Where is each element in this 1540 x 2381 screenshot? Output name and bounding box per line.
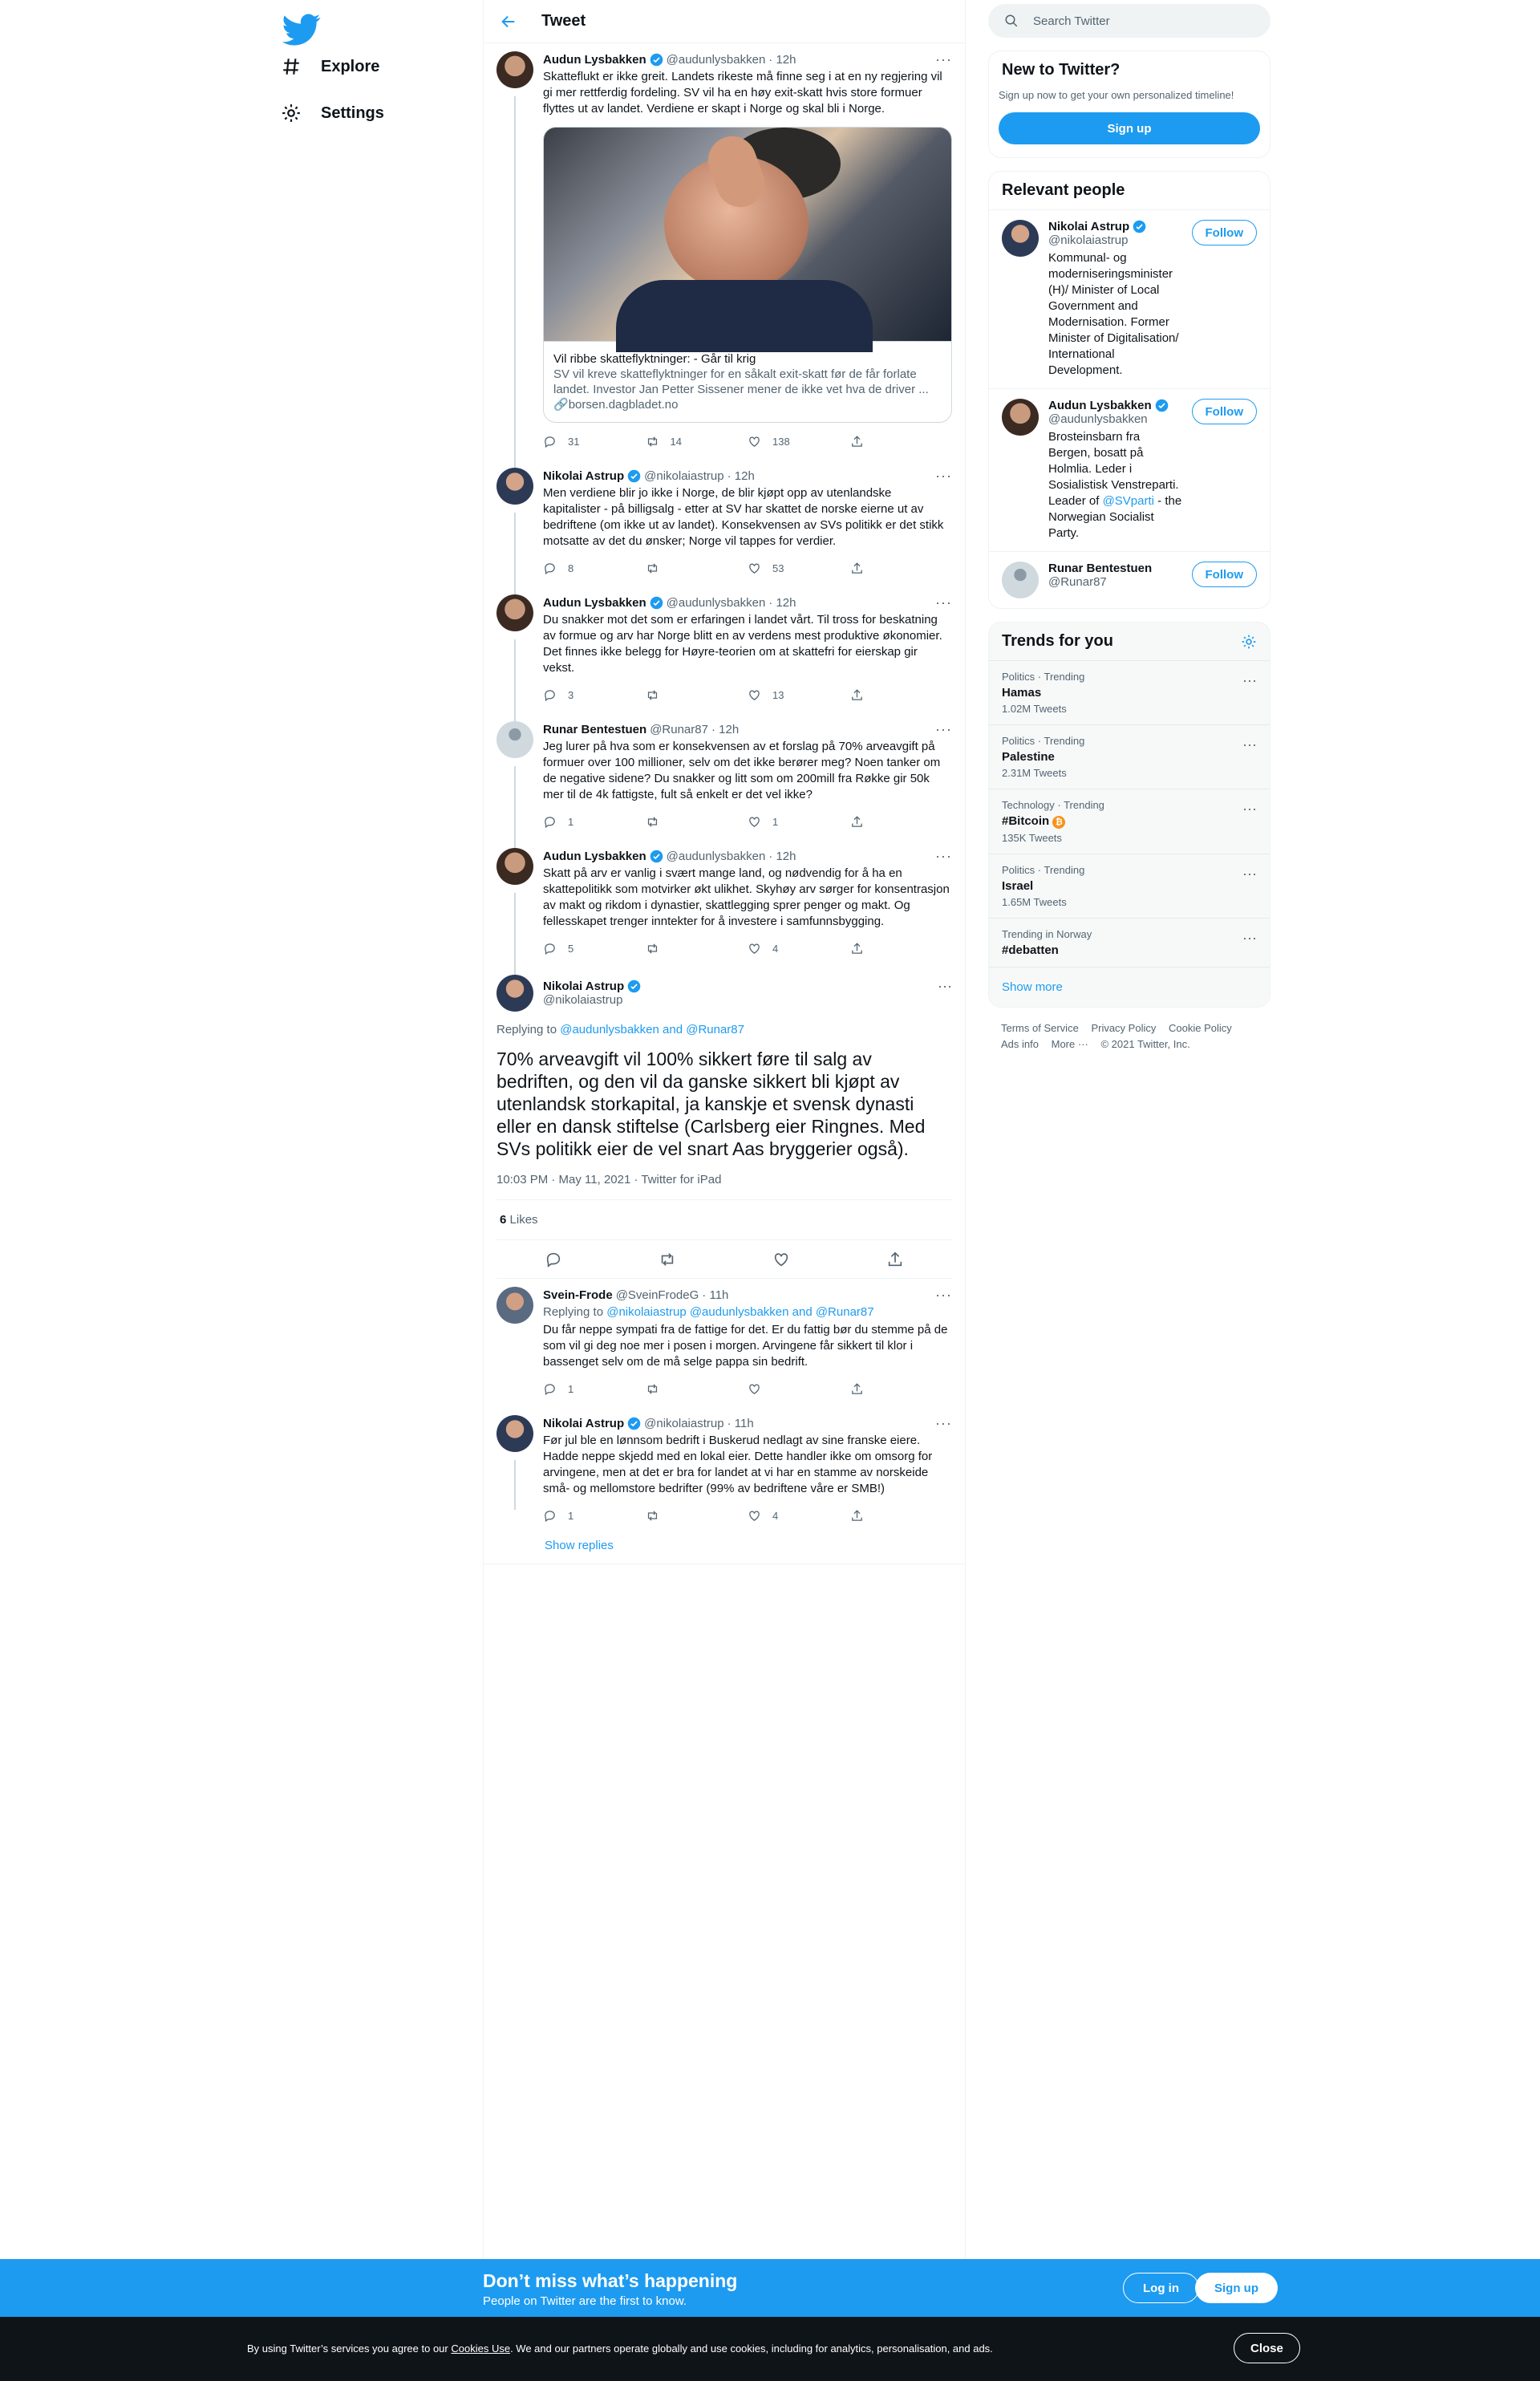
reply-button[interactable]	[543, 1509, 646, 1523]
card-title: Vil ribbe skatteflyktninger: - Går til krig	[553, 352, 756, 366]
share-icon	[850, 942, 864, 955]
like-count: 1	[772, 815, 779, 828]
tweet-time[interactable]: · 12h	[711, 722, 740, 736]
reply-icon	[543, 1509, 557, 1523]
banner-signup-button[interactable]: Sign up	[1195, 2273, 1278, 2303]
trend-count: 1.65M Tweets	[1002, 896, 1067, 908]
retweet-icon[interactable]	[659, 1251, 676, 1268]
trends-box	[988, 622, 1270, 1008]
tweet-author-handle[interactable]: @audunlysbakken	[666, 595, 766, 610]
card-image	[544, 128, 951, 341]
reply-button[interactable]	[543, 942, 646, 955]
tweet-author-name[interactable]: Nikolai Astrup	[543, 468, 625, 483]
share-icon	[850, 815, 864, 829]
person-name[interactable]: Nikolai Astrup	[1048, 220, 1130, 233]
retweet-icon	[646, 1509, 659, 1523]
login-button[interactable]: Log in	[1123, 2273, 1199, 2303]
verified-badge-icon	[650, 53, 663, 67]
replying-to-prefix: Replying to	[496, 1023, 557, 1036]
person-bio: Kommunal- og moderniseringsminister (H)/ Minister of Local Government and Modernisation. Former Minister of Digitalisation/ International Development.	[1048, 251, 1179, 377]
tweet-author-handle[interactable]: @nikolaiastrup	[644, 1416, 724, 1430]
back-arrow-icon[interactable]	[500, 13, 517, 30]
signup-description: Sign up now to get your own personalized timeline!	[999, 89, 1234, 101]
verified-badge-icon	[650, 596, 663, 610]
tweet[interactable]	[484, 460, 965, 586]
show-more-link[interactable]: Show more	[989, 967, 1270, 1007]
share-button[interactable]	[850, 435, 953, 448]
focused-author-name[interactable]: Nikolai Astrup	[543, 980, 625, 993]
avatar[interactable]	[496, 975, 533, 1012]
cookie-text-b: . We and our partners operate globally and use cookies, including for analytics, personalisation, and ads.	[510, 2342, 993, 2355]
privacy-link[interactable]: Privacy Policy	[1091, 1022, 1157, 1034]
nav-settings-label: Settings	[321, 103, 384, 122]
share-button[interactable]	[850, 688, 953, 702]
reply-icon	[543, 688, 557, 702]
retweet-button[interactable]	[646, 815, 748, 829]
reply-count: 5	[568, 942, 574, 955]
retweet-icon	[646, 688, 659, 702]
reply-icon[interactable]	[545, 1251, 562, 1268]
heart-icon	[748, 1382, 761, 1396]
retweet-button[interactable]	[646, 435, 748, 448]
bio-text: - the Norwegian Socialist Party.	[1048, 494, 1182, 540]
person-card[interactable]	[989, 388, 1270, 551]
default-avatar[interactable]	[1002, 562, 1039, 598]
verified-badge-icon	[627, 980, 641, 993]
retweet-icon	[646, 942, 659, 955]
person-name[interactable]: Runar Bentestuen	[1048, 562, 1153, 575]
signup-title: New to Twitter?	[1002, 61, 1121, 79]
trend-item[interactable]	[989, 724, 1270, 789]
verified-badge-icon	[627, 469, 641, 483]
like-button[interactable]	[748, 435, 850, 448]
tweet-text: Du snakker mot det som er erfaringen i landet vårt. Til tross for beskatning av formue og arv har Norge blitt en av verdens mest produktive økonomier. Det finnes ikke belegg for Høyre-teorien om at skattefri for eierskap gir vekst.	[543, 613, 942, 675]
search-icon	[1004, 14, 1019, 28]
likes-count: 6	[500, 1213, 507, 1227]
reply-count: 1	[568, 815, 574, 828]
follow-button[interactable]: Follow	[1192, 220, 1258, 245]
trend-item[interactable]	[989, 789, 1270, 854]
retweet-button[interactable]	[646, 1509, 748, 1523]
thread-line	[514, 893, 516, 975]
close-button[interactable]: Close	[1234, 2333, 1300, 2363]
more-options-icon[interactable]: ···	[1242, 801, 1257, 817]
more-options-icon[interactable]: ···	[938, 978, 952, 994]
twitter-logo-icon[interactable]	[281, 8, 321, 48]
trend-name: #debatten	[1002, 943, 1059, 957]
reply-icon	[543, 942, 557, 955]
more-options-icon[interactable]: ···	[935, 1414, 952, 1431]
tweet-text: Men verdiene blir jo ikke i Norge, de blir kjøpt opp av utenlandske kapitalister - på billigsalg - etter at SV har skattet de norske eierne ut av bedriftene (om ikke ut av landet). Konsekvensen av SVs politikk er det stikk motsatte av det du ønsker; Norge vil tappes for verdier.	[543, 486, 944, 548]
tweet-author-handle[interactable]: @audunlysbakken	[666, 52, 766, 67]
tweet[interactable]	[484, 586, 965, 713]
person-handle[interactable]: @Runar87	[1048, 575, 1107, 589]
person-handle[interactable]: @nikolaiastrup	[1048, 233, 1129, 247]
retweet-button[interactable]	[646, 942, 748, 955]
thread-line	[514, 639, 516, 721]
more-options-icon[interactable]: ···	[935, 594, 952, 610]
trend-item[interactable]	[989, 918, 1270, 967]
bio-text: Brosteinsbarn fra Bergen, bosatt på Holmlia. Leder i Sosialistisk Venstreparti. Leader of	[1048, 430, 1179, 508]
banner-title: Don’t miss what’s happening	[483, 2270, 738, 2291]
tweet-text: Jeg lurer på hva som er konsekvensen av et forslag på 70% arveavgift på formuer over 100 millioner, selv om det ikke berører meg? Noen tanker om de negative sidene? Du snakker og litt som om 200mill fra Røkke gir 50k mer til de 4k fattigste, fult så enkelt er det vel ikke?	[543, 740, 941, 801]
thread-line	[514, 96, 516, 468]
verified-badge-icon	[650, 850, 663, 863]
tweet-text: Du får neppe sympati fra de fattige for det. Er du fattig bør du stemme på de som vil gi deg noe mer i posen i morgen. Arvingene får sikkert til klor i bassenget selv om de må selge pappa sin bedrift.	[543, 1323, 948, 1369]
cookie-policy-link[interactable]: Cookie Policy	[1168, 1022, 1232, 1034]
tweet-author-handle[interactable]: @nikolaiastrup	[644, 468, 724, 483]
tweet-author-name[interactable]: Svein-Frode	[543, 1288, 613, 1302]
reply-button[interactable]	[543, 435, 646, 448]
reply-icon	[543, 562, 557, 575]
replying-to-users[interactable]: @audunlysbakken and @Runar87	[560, 1023, 744, 1036]
reply-count: 1	[568, 1382, 574, 1395]
trend-name: Palestine	[1002, 750, 1055, 764]
like-button[interactable]	[748, 562, 850, 575]
tweet-time[interactable]: · 11h	[702, 1288, 729, 1302]
more-options-icon[interactable]: ···	[935, 51, 952, 67]
replying-to	[496, 1023, 952, 1036]
retweet-button[interactable]	[646, 688, 748, 702]
tweet-time[interactable]: · 12h	[768, 849, 796, 863]
verified-badge-icon	[1155, 399, 1169, 412]
like-count: 4	[772, 942, 779, 955]
reply-icon	[543, 435, 557, 448]
tweet[interactable]	[484, 840, 965, 967]
heart-icon[interactable]	[772, 1251, 790, 1268]
reply-button[interactable]	[543, 815, 646, 829]
more-options-icon[interactable]: ···	[1242, 930, 1257, 946]
retweet-icon	[646, 1382, 659, 1396]
tweet-time[interactable]: · 11h	[727, 1416, 754, 1430]
tweet-author-handle[interactable]: @audunlysbakken	[666, 849, 766, 863]
verified-badge-icon	[627, 1417, 641, 1430]
more-options-icon[interactable]: ···	[935, 720, 952, 737]
retweet-icon	[646, 435, 659, 448]
tweet-author-name[interactable]: Audun Lysbakken	[543, 849, 646, 863]
tweet-author-handle[interactable]: @SveinFrodeG	[615, 1288, 699, 1302]
terms-link[interactable]: Terms of Service	[1001, 1022, 1079, 1034]
like-count: 53	[772, 562, 784, 574]
share-icon	[850, 688, 864, 702]
gear-icon	[281, 103, 302, 124]
more-options-icon[interactable]: ···	[935, 467, 952, 484]
trend-context: Trending in Norway	[1002, 928, 1092, 940]
banner-subtitle: People on Twitter are the first to know.	[483, 2294, 687, 2308]
likes-label: Likes	[509, 1213, 538, 1227]
avatar[interactable]	[496, 594, 533, 631]
avatar[interactable]	[1002, 399, 1039, 436]
heart-icon	[748, 1509, 761, 1523]
signup-box	[988, 51, 1270, 158]
heart-icon	[748, 688, 761, 702]
thread-line	[514, 513, 516, 594]
verified-badge-icon	[1133, 220, 1146, 233]
copyright: © 2021 Twitter, Inc.	[1100, 1038, 1190, 1050]
trend-item[interactable]	[989, 854, 1270, 918]
tweet-author-name[interactable]: Audun Lysbakken	[543, 52, 646, 67]
more-options-icon[interactable]: ···	[935, 1286, 952, 1303]
tweet[interactable]	[484, 1407, 965, 1534]
heart-icon	[748, 815, 761, 829]
nav-settings[interactable]	[281, 93, 384, 133]
share-icon	[850, 562, 864, 575]
signup-banner	[0, 2259, 1540, 2317]
tweet-time[interactable]: · 12h	[727, 468, 755, 483]
tweet-author-name[interactable]: Nikolai Astrup	[543, 1416, 625, 1430]
reply-count: 8	[568, 562, 574, 574]
share-button[interactable]	[850, 815, 953, 829]
tweet-author-handle[interactable]: @Runar87	[650, 722, 708, 736]
like-count: 138	[772, 435, 790, 448]
avatar[interactable]	[496, 468, 533, 505]
like-count: 13	[772, 688, 784, 701]
tweet-text: Skatteflukt er ikke greit. Landets rikeste må finne seg i at en ny regjering vil gi mer rettferdig fordeling. SV vil ha en høy exit-skatt hvis store formuer flyttes ut av landet. Verdiene er skapt i Norge og skal bli i Norge.	[543, 70, 942, 116]
more-options-icon[interactable]: ···	[1242, 736, 1257, 752]
person-name[interactable]: Audun Lysbakken	[1048, 399, 1152, 412]
person-card[interactable]	[989, 551, 1270, 608]
reply-button[interactable]	[543, 688, 646, 702]
bitcoin-icon: ₿	[1052, 816, 1065, 829]
trend-count: 1.02M Tweets	[1002, 703, 1067, 715]
share-button[interactable]	[850, 942, 953, 955]
tweet[interactable]	[484, 713, 965, 840]
main-column	[483, 0, 966, 2259]
nav-explore-label: Explore	[321, 57, 380, 75]
follow-button[interactable]: Follow	[1192, 562, 1258, 587]
retweet-button[interactable]	[646, 562, 748, 575]
tweet-author-name[interactable]: Audun Lysbakken	[543, 595, 646, 610]
more-options-icon[interactable]: ···	[1242, 672, 1257, 688]
share-icon	[850, 1382, 864, 1396]
avatar[interactable]	[496, 51, 533, 88]
cookie-bar	[0, 2317, 1540, 2381]
trend-context: Technology · Trending	[1002, 799, 1104, 811]
reply-count: 31	[568, 435, 580, 448]
header	[484, 0, 965, 43]
tweet-time[interactable]: · 12h	[768, 595, 796, 610]
retweet-button[interactable]	[646, 1382, 748, 1396]
show-replies-link[interactable]: Show replies	[484, 1534, 965, 1564]
signup-button[interactable]: Sign up	[999, 112, 1260, 144]
replying-to-prefix: Replying to	[543, 1305, 604, 1319]
like-button[interactable]	[748, 815, 850, 829]
like-button[interactable]	[748, 942, 850, 955]
page-title: Tweet	[541, 12, 586, 30]
retweet-icon	[646, 562, 659, 575]
focused-tweet	[484, 967, 965, 1279]
thread-line	[514, 1460, 516, 1510]
trend-count: 135K Tweets	[1002, 832, 1062, 844]
more-options-icon[interactable]: ···	[935, 847, 952, 864]
like-button[interactable]	[748, 1382, 850, 1396]
like-button[interactable]	[748, 1509, 850, 1523]
tweet[interactable]	[484, 43, 965, 460]
avatar[interactable]	[1002, 220, 1039, 257]
more-options-icon[interactable]: ···	[1242, 866, 1257, 882]
reply-icon	[543, 1382, 557, 1396]
relevant-people-box	[988, 171, 1270, 609]
reply-count: 1	[568, 1509, 574, 1522]
reply-button[interactable]	[543, 562, 646, 575]
share-icon[interactable]	[886, 1251, 904, 1268]
avatar[interactable]	[496, 1287, 533, 1324]
tweet-author-name[interactable]: Runar Bentestuen	[543, 722, 647, 736]
share-icon	[850, 1509, 864, 1523]
share-button[interactable]	[850, 562, 953, 575]
person-handle[interactable]: @audunlysbakken	[1048, 412, 1148, 426]
trend-count: 2.31M Tweets	[1002, 767, 1067, 779]
trend-name: Hamas	[1002, 686, 1042, 700]
person-card[interactable]	[989, 209, 1270, 388]
trend-name: #Bitcoin	[1002, 814, 1050, 828]
follow-button[interactable]: Follow	[1192, 399, 1258, 424]
tweet-timestamp[interactable]: 10:03 PM · May 11, 2021 · Twitter for iPad	[496, 1173, 952, 1200]
search-input[interactable]: Search Twitter	[1033, 14, 1110, 28]
trends-title: Trends for you	[1002, 632, 1113, 650]
bio-mention[interactable]: @SVparti	[1102, 494, 1154, 508]
link-card[interactable]	[543, 127, 952, 423]
more-menu[interactable]: More ···	[1051, 1038, 1088, 1050]
cookie-text-a: By using Twitter’s services you agree to our	[247, 2342, 452, 2355]
focused-action-bar	[496, 1240, 952, 1279]
cookies-use-link[interactable]: Cookies Use	[451, 2342, 511, 2355]
like-count: 4	[772, 1509, 779, 1522]
trend-context: Politics · Trending	[1002, 735, 1085, 747]
tweet[interactable]	[484, 1279, 965, 1407]
focused-author-handle[interactable]: @nikolaiastrup	[543, 993, 623, 1007]
likes-summary[interactable]	[496, 1200, 952, 1240]
like-button[interactable]	[748, 688, 850, 702]
tweet-text: Før jul ble en lønnsom bedrift i Buskerud nedlagt av sine franske eiere. Hadde neppe skjedd med en lokal eier. Dette handler ikke om omsorg for arvingene, men at det er bra for landet at vi har en stamme av norskeide små- og mellomstore bedrifter (99% av bedriftene våre er SMB!)	[543, 1434, 933, 1495]
heart-icon	[748, 942, 761, 955]
relevant-people-title: Relevant people	[1002, 181, 1125, 199]
trend-name: Israel	[1002, 879, 1034, 893]
person-bio	[1048, 429, 1182, 542]
ads-info-link[interactable]: Ads info	[1001, 1038, 1039, 1050]
reply-icon	[543, 815, 557, 829]
tweet-text: Skatt på arv er vanlig i svært mange land, og nødvendig for å ha en skattepolitikk som motvirker økt ulikhet. Skyhøy arv sørger for konsentrasjon av makt og rikdom i dynastier, skattlegging sprer penger og makt. Og fellesskapet trenger inntekter for å investere i samfunnsbygging.	[543, 866, 950, 928]
nav-explore[interactable]	[281, 47, 379, 87]
card-domain: borsen.dagbladet.no	[568, 398, 679, 412]
trend-item[interactable]	[989, 660, 1270, 724]
search-box[interactable]	[988, 4, 1270, 38]
reply-count: 3	[568, 688, 574, 701]
default-avatar[interactable]	[496, 721, 533, 758]
retweet-count: 14	[670, 435, 682, 448]
share-icon	[850, 435, 864, 448]
focused-tweet-text: 70% arveavgift vil 100% sikkert føre til salg av bedriften, og den vil da ganske sikkert bli kjøpt av utenlandsk storkapital, ja kanskje et svensk dynasti eller en dansk stiftelse (Carlsberg eier Ringnes. Med SVs politikk eier de vel snart Aas bryggerier også).	[496, 1049, 926, 1159]
share-button[interactable]	[850, 1382, 953, 1396]
tweet-time[interactable]: · 12h	[768, 52, 796, 67]
trend-context: Politics · Trending	[1002, 864, 1085, 876]
hashtag-icon	[281, 56, 302, 77]
right-sidebar	[988, 0, 1270, 1065]
avatar[interactable]	[496, 848, 533, 885]
reply-button[interactable]	[543, 1382, 646, 1396]
retweet-icon	[646, 815, 659, 829]
share-button[interactable]	[850, 1509, 953, 1523]
avatar[interactable]	[496, 1415, 533, 1452]
cookie-text	[247, 2342, 993, 2355]
trend-context: Politics · Trending	[1002, 671, 1085, 683]
heart-icon	[748, 562, 761, 575]
replying-to-users[interactable]: @nikolaiastrup @audunlysbakken and @Runar87	[606, 1305, 874, 1319]
footer-links	[988, 1008, 1270, 1065]
thread-line	[514, 766, 516, 848]
gear-icon[interactable]	[1241, 634, 1257, 650]
card-description: SV vil kreve skatteflyktninger for en såkalt exit-skatt før de får forlate landet. Investor Jan Petter Sissener mener de ikke vet hva de driver ...	[553, 367, 929, 396]
heart-icon	[748, 435, 761, 448]
link-icon: 🔗	[553, 398, 569, 412]
